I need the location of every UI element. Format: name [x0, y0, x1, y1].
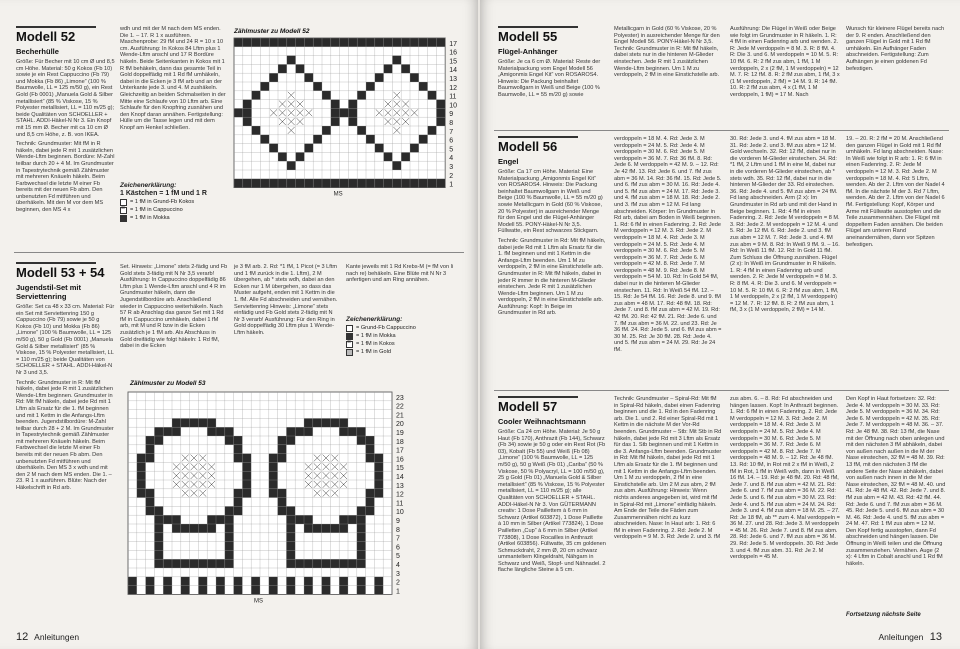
model55-text-3: Ausführung: Die Flügel in Weiß oder Beige wie folgt im Grundmuster in R häkeln. 1. R: 4 fM in einen Fadenring arb und wenden. 2. R: Jede M verdoppeln = 8 M. 3. R: 8 fM. 4. R: Die 3. und 6. M verdoppeln = 10 M. 5. R: 10 fM. 6. R: 2 fM zus abm, 1 fM, 1 M verdoppeln, 2 x (2 fM, 1 M verdoppeln) = 12 M. 7. R: 12 fM. 8. R: 2 fM zus abm, 1 fM, 3 x (1 M verdoppeln, 2 fM) = 14 M. 9. R: 14 fM. 10. R: 2 fM zus abm, 4 x (1 fM, 1 M verdoppeln, 1 fM) = 17 M. Nach [730, 26, 840, 98]
model53-column-3 [234, 264, 340, 376]
row-number-label: 6 [449, 137, 454, 145]
row-number-label: 18 [396, 438, 404, 446]
model53-text-2: Set. Hinweis: „Limone“ stets 2-fädig und Fb Gold stets 3-fädig mit N Nr 3,5 verarb! Ausführung: In Cappuccino doppelfädig 86 Lftm plus 1 Wende-Lftm anschl und 4 R im Grundmuster häkeln, dann die Jugendstilbordüre arb. Anschließend wieder in Cappuccino weiterhäkeln. Nach 57 R ab Anschlag das ganze Set mit 1 Rd fM in Cappuccino umhäkeln, dabei 1 fM arb, mit M und R bzw in die Ecken zusätzlich je 1 fM arb. Als Abschluss in Gold dreifädig wie folgt häkeln: 1 Rd fM, dabei in die Ecken [120, 264, 228, 350]
model53-column-4 [346, 264, 458, 304]
model52-technique: Technik: Grundmuster: Mit fM in R häkeln, dabei jede R mit 1 zusätzlichen Wende-Lftm beginnen. Bordüre: M-Zahl teilbar durch 20 + 4 M. Im Grundmuster in Tapestrytechnik gemäß Zählmuster mit mehreren Knäueln häkeln. Beim Farbwechsel die letzte M einer Fb bereits mit der neuen Fb abm. Den unbenutzten Fd mitführen und überhäkeln. Mit den M vor dem MS beginnen, den MS 4 x [16, 141, 115, 214]
row-number-label: 5 [449, 146, 454, 154]
swatch-filled-icon [120, 215, 127, 222]
right-page [480, 0, 960, 649]
swatch-empty-icon [346, 325, 353, 332]
model52-text-2: wdh und mit der M nach dem MS enden. Die 1. – 17. R 1 x ausführen. Maschenprobe: 29 fM und 24 R = 10 x 10 cm. Ausführung: In Kokos 84 Lftm plus 1 Wende-Lftm anschl und 17 R Bordüre häkeln. Beide Seitenkanten in Kokos mit 1 R fM behäkeln, dann das gesamte Teil in Gold doppelfädig mit 1 Rd fM umhäkeln, dabei in die Ecken je 3 fM arb und an der Unterkante jede 3. und 4. M zushäkeln. Gleichzeitig an beiden Schmalseiten in der Mitte eine Schlaufe von 10 Lftm arb. Eine Schlaufe für den Knopfring zusnähen und den Knopf daran annähen. Fertigstellung: Hülle um die Tasse legen und mit dem Knopf am Henkel schließen. [120, 26, 226, 131]
footer-label: Anleitungen [34, 632, 80, 642]
model55-text-2: Metallicgarn in Gold (60 % Viskose, 20 % Polyester) in ausreichender Menge für den Engel Modell 56. PONY-Häkel-N Nr 3,5. Technik: Grundmuster in R: Mit fM häkeln, dabei stets nur in die hinteren M-Glieder einstechen. Jede R mit 1 zusätzlichen Wende-Lftm beginnen. Um 1 M zu verdoppeln, 2 fM in eine Einstichstelle arb. [614, 26, 720, 79]
swatch-cross-icon [120, 207, 127, 214]
model55-column-3 [730, 26, 840, 126]
model55-column-2 [614, 26, 722, 126]
row-number-label: 16 [449, 49, 457, 57]
row-number-label: 3 [449, 164, 454, 171]
row-number-label: 2 [449, 172, 454, 180]
model55-text: Größe: Je ca 6 cm Ø. Material: Reste der Materialpackung vom Engel Modell 56 „Amigonmis Engel Kit“ von ROSAROS4. Hinweis: Die Packung beinhaltet Baumwollgarn in Weiß und Beige (100 % Baumwolle, LL = 55 m/20 g) sowie [498, 59, 601, 98]
model53-subtitle: Jugendstil-Set mit Serviettenring [16, 283, 82, 301]
row-number-label: 1 [449, 181, 454, 189]
model57-column-2 [614, 396, 722, 618]
legend-scale: 1 Kästchen = 1 fM und 1 R [120, 190, 207, 197]
model56-technique: Technik: Grundmuster in Rd: Mit fM häkeln, dabei jede Rd mit 1 Lftm als Ersatz für die 1. fM beginnen und mit 1 Kettm in die Anfangs-Lftm beenden. Um 1 M zu verdoppeln, 2 fM in eine Einstichstelle arb. Grundmuster in R: Mit fM häkeln, dabei in jeder R immer in die hinteren M-Glieder einstechen. Jede R mit 1 zusätzlichen Wende-Lftm beginnen. Um 1 M zu verdoppeln, 2 fM in eine Einstichstelle arb. Ausführung: Kopf: In Beige im Grundmuster in Rd arb. [498, 237, 606, 317]
model53-text-3: je 3 fM arb. 2. Rd: *1 fM, 1 Picot (= 3 Lftm und 1 fM zurück in die 1. Lftm), 2 M übergehen, ab * stets wdh, dabei an den Ecken nur 1 M übergehen, so dass das Muster aufgeht, enden mit 1 Kettm in die 1. fM. Alle Fd abschneiden und vernähen. Serviettenring Hinweis: „Limone“ stets einfädig und Fb Gold stets 2-fädig mit N Nr 3 verarb! Ausführung: Für den Ring in Gold doppelfädig 30 Lftm plus 1 Wende-Lftm häkeln. [234, 264, 338, 336]
row-number-label: 23 [396, 394, 404, 402]
repeat-label: MS [254, 598, 263, 605]
divider [498, 396, 578, 398]
legend-item: = 1 fM in Gold [346, 348, 458, 356]
row-number-label: 15 [449, 58, 457, 66]
legend-item: = 1 fM in Mokka [346, 332, 458, 340]
row-number-label: 12 [396, 491, 404, 499]
model57-text-2: Technik: Grundmuster – Spiral-Rd: Mit fM in Spiral-Rd häkeln, dabei einen Fadenring beginnen und die 1. Rd in den Fadenring arb. Die 1. und 2. Rd einer Spiral-Rd mit 1 Kettm in die nächste M der Vor-Rd beenden. Grundmuster – Stb: Mit Stb in Rd häkeln, dabei jede Rd mit 3 Lftm als Ersatz für das 1. Stb beginnen und mit 1 Kettm in die 3. Anfangs-Lftm beenden. Grundmuster in Rd: Mit fM häkeln, dabei jede Rd mit 1 Lftm als Ersatz für die 1. fM beginnen und mit 1 Kettm in die Anfangs-Lftm beenden. Um 1 M zu verdoppeln, 2 fM in eine Einstichstelle arb. Um 2 M zus abm, 2 fM zus abm. Ausführung: Hinweis: Wenn nichts anderes angegeben ist, wird mit fM in Spiral-Rd mit „Limone“ einfädig häkeln. Am Ende der Teile die Fäden zum Zusammennähen nicht zu kurz abschneiden. Nase: In Haut arb: 1. Rd: 6 fM in einen Fadenring. 2. Rd: Jede 2. M verdoppeln = 9 M. 3. Rd: Jede 2. und 3. fM [614, 396, 722, 541]
model57-text: Größe: Ca 24 cm Höhe. Material: Je 50 g Haut (Fb 170), Anthrazit (Fb 144), Schwarz (Fb 34) sowie je 50 g oder ein Rest Rot (Fb 03), Kobalt (Fb 55) und Weiß (Fb 08) „Limone“ (100 % Baumwolle, LL = 125 m/50 g), 50 g Weiß (Fb 01) „Cariba“ (50 % Viskose, 50 % Polyacryl, LL = 100 m/50 g), 25 g Gold (Fb 01) „Manuela Gold & Silber metallisiert“ (85 % Viskose, 15 % Polyester metallisiert, LL = 110 m/25 g); alle Qualitäten von SCHOELLER + STAHL. ADDI-Häkel-N Nr 3. Von GÜTERMANN creativ: 1 Dose Paillettem à 6 mm in Schwarz (Artikel 603872), 1 Dose Paillette à 10 mm in Silber (Artikel 773824), 1 Dose Pailletten „Cup“ à 6 mm in Silber (Artikel 773808), 1 Dose Rocailles in Anthrazit (Artikel 603856). Füllwatte, 35 cm goldenen Schmuckdraht, 2 mm Ø, 20 cm schwarz ummanteltem Klingeldraht, Nähgarn in Schwarz und Weiß, Stopf- und Nähnadel. 2 flache längliche Steine à 5 cm. [498, 429, 606, 574]
row-number-label: 7 [396, 535, 400, 543]
model53-text-4: Kante jeweils mit 1 Rd Krebs-M (= fM von li nach re) behäkeln. Eine Blüte mit N Nr 3 anfertigen und am Ring annähen. [346, 264, 454, 284]
model56-column [498, 136, 606, 386]
chart53-title: Zählmuster zu Modell 53 [130, 380, 206, 387]
row-number-label: 5 [396, 553, 400, 561]
row-number-label: 8 [449, 120, 454, 127]
row-number-label: 7 [449, 128, 454, 136]
row-number-label: 13 [396, 482, 404, 490]
divider [498, 26, 578, 28]
row-number-label: 14 [396, 474, 404, 481]
row-number-label: 3 [396, 570, 400, 578]
row-number-label: 20 [396, 421, 404, 429]
row-number-label: 11 [449, 93, 457, 101]
legend-item: × = 1 fM in Kokos [346, 340, 458, 348]
row-number-label: 12 [449, 84, 457, 92]
row-number-label: 6 [396, 544, 400, 552]
row-number-label: 1 [396, 588, 400, 596]
model56-column-4 [846, 136, 946, 386]
model52-title: Modell 52 [16, 29, 76, 44]
row-number-label: 11 [396, 500, 404, 508]
model53-title: Modell 53 + 54 [16, 265, 105, 280]
row-number-label: 9 [396, 518, 400, 525]
chart52-title: Zählmuster zu Modell 52 [234, 28, 310, 35]
row-number-label: 2 [396, 579, 400, 587]
model55-column [498, 26, 606, 126]
model55-title: Modell 55 [498, 29, 558, 44]
row-number-label: 17 [449, 40, 457, 48]
model55-column-4 [846, 26, 946, 86]
legend-title: Zeichenerklärung: [120, 182, 177, 189]
row-number-label: 4 [449, 155, 454, 163]
model56-column-3 [730, 136, 840, 386]
model56-subtitle: Engel [498, 157, 519, 166]
row-number-label: 19 [396, 430, 404, 437]
model52-subtitle: Becherhülle [16, 47, 59, 56]
left-page [0, 0, 478, 649]
model56-title: Modell 56 [498, 139, 558, 154]
divider [16, 26, 96, 28]
model53-technique: Technik: Grundmuster in R: Mit fM häkeln, dabei jede R mit 1 zusätzlichen Wende-Lftm beginnen. Grundmuster in Rd: Mit fM häkeln, dabei jede Rd mit 1 Lftm als Ersatz für die 1. fM beginnen und mit 1 Kettm in die Anfangs-Lftm beenden. Jugendstilbordüre: M-Zahl teilbar durch 28 + 2 M. Im Grundmuster in Tapestrytechnik gemäß Zählmuster mit mehreren Knäueln häkeln. Beim Farbwechsel die letzte M einer Fb bereits mit der neuen Fb abm. Den unbenutzten Fd mitführen und überhäkeln. Den MS 3 x wdh und mit den 2 M nach dem MS enden. Die 1. – 23. R 1 x ausführen. Blüte: Nach der Häkelschrift in Rd arb. [16, 379, 114, 492]
legend-item: = Grund-Fb Cappuccino [346, 324, 458, 332]
chart53-grid [128, 392, 404, 605]
page-number: 13 [929, 631, 942, 643]
model56-column-2 [614, 136, 722, 386]
model56-text-3: 30. Rd: Jede 3. und 4. fM zus abm = 18 M. 31. Rd: Jede 2. und 3. fM zus abm = 12 M. Gold wechseln. 32. Rd: 12 fM, dabei nur in die vorderen M-Glieder einstechen. 34. Rd: *1 fM, 2 Lftm und 1 fM in eine M, dabei nur in die vorderen M-Glieder einstechen, ab * stets wdh. 35. Rd: 12 fM, dabei nur in die hinteren M-Glieder der 33. Rd einstechen. 36. Rd: Jede 4. und 5. fM zus abm = 24 fM. Fd lang abschneiden. Arm (2 x): Im Grundmuster in Rd arb und mit der Hand in Beige beginnen. 1. Rd: 4 fM in einen Fadenring. 2. Rd: Jede M verdoppeln = 8 M. 3. Rd: Jede 2. M verdoppeln = 12 M. 4. und 5. Rd: Je 12 fM. 6. Rd: Jede 2. und 3. fM zus abm = 12 M. 7. Rd: Jede 3. und 4. fM zus abm = 9 M. 8. Rd: In Weiß 9 fM. 9. – 16. Rd: In Weiß 11 fM. 12. Rd: In Gold 11 fM. Zum Schluss die Öffnung zusnähen. Flügel (2 x): In Weiß im Grundmuster in R häkeln. 1. R: 4 fM in einen Fadenring arb und wenden. 2. R: Jede M verdoppeln = 8 M. 3. R: 8 fM. 4. R: Die 3. und 6. M verdoppeln = 10 M. 5. R: 10 fM. 6. R: 2 fM zus abm, 1 fM, 1 M verdoppeln, 2 x (2 fM, 1 M verdoppeln) = 12 M. 7. R: 12 fM. 8. R: 2 fM zus abm, 1 fM, 3 x (1 M verdoppeln, 2 fM) = 14 M. [730, 136, 840, 314]
row-number-label: 13 [449, 76, 457, 83]
model56-text-2: verdoppeln = 18 M. 4. Rd: Jede 3. M verdoppeln = 24 M. 5. Rd: Jede 4. M verdoppeln = 30 M. 6. Rd: Jede 5. M verdoppeln = 36 M. 7. Rd: 36 fM. 8. Rd: Jede 6. M verdoppeln = 42 M. 9. – 12. Rd: Je 42 fM. 13. Rd: Jede 6. und 7. fM zus abm = 36 M. 14. Rd: 36 fM. 15. Rd: Jede 5. und 6. fM zus abm = 30 M. 16. Rd: Jede 4. und 5. fM zus abm = 24 M. 17. Rd: Jede 3. und 4. fM zus abm = 18 M. 18. Rd: Jede 2. und 3. fM zus abm = 12 M. Fd lang abschneiden. Körper: Im Grundmuster in Rd arb, dabei am Boden in Weiß beginnen. 1. Rd: 6 fM in einen Fadenring. 2. Rd: Jede M verdoppeln = 12 M. 3. Rd: Jede 2. M verdoppeln = 18 M. 4. Rd: Jede 3. M verdoppeln = 24 M. 5. Rd: Jede 4. M verdoppeln = 30 M. 6. Rd: Jede 5. M verdoppeln = 36 M. 7. Rd: Jede 6. M verdoppeln = 42 M. 8. Rd: Jede 7. M verdoppeln = 48 M. 9. Rd: Jede 8. M verdoppeln = 54 M. 10. Rd: In Gold 54 fM, dabei nur in die hinteren M-Glieder einstechen. 11. Rd: In Weiß 54 fM. 12. – 15. Rd: Je 54 fM. 16. Rd: Jede 8. und 9. fM zus abm = 48 M. 17. Rd: 48 fM. 18. Rd: Jede 7. und 8. fM zus abm = 42 M. 19. Rd: 42 fM. 20. Rd: 42 fM. 21. Rd: Jede 6. und 7. fM zus abm = 36 M. 22. und 23. Rd: Je 36 fM. 24. Rd: Jede 5. und 6. fM zus abm = 30 M. 25. Rd: Je 30 fM. 28. Rd: Jede 4. und 5. fM zus abm = 24 M. 29. Rd: Je 24 fM. [614, 136, 722, 353]
model53-column-2 [120, 264, 228, 376]
divider [16, 262, 96, 264]
model57-text-3: zus abm. 6. – 8. Rd: Fd abschneiden und hängen lassen. Kopf: In Anthrazit beginnen. 1. Rd: 6 fM in einen Fadenring. 2. Rd: Jede M verdoppeln = 12 M. 3. Rd: Jede 2. M verdoppeln = 18 M. 4. Rd: Jede 3. M verdoppeln = 24 M. 5. Rd: Jede 4. M verdoppeln = 30 M. 6. Rd: Jede 5. M verdoppeln = 36 M. 7. Rd: Jede 6. M verdoppeln = 42 M. 8. Rd: Jede 7. M verdoppeln = 48 M. 9. – 12. Rd: Je 48 fM. 13. Rd: 10 fM, in Rot mit 2 x fM in Weiß, 2 fM in Rot, 1 fM in Weiß wdh, dann in Weiß 16 fM. 14. – 19. Rd: je 48 fM. 20. Rd: 48 fM, Jede 7. und 8. fM zus abm = 42 M. 21. Rd: Jede 6. und 7. fM zus abm = 36 M. 22. Rd: Jede 5. und 6. fM zus abm = 30 M. 23. Rd: Jede 4. und 5. fM zus abm = 24 M. 24. Rd: Jede 3. und 4. fM zus abm = 18 M. 25. – 27. Rd: Je 18 fM, ab ** zum 4. Mal verdoppeln = 36 M. 27. und 28. Rd: Jede 3. M verdoppeln = 45 M. 26. Rd: Jede 7. und 8. fM zus abm. 28. Rd: Jede 6. und 7. fM zus abm = 36 M. 29. Rd: Jede 5. M verdoppeln. 30. Rd: Jede 3. und 4. fM zus abm. 31. Rd: Je 2. M verdoppeln = 45 M. [730, 396, 840, 561]
right-footer [878, 631, 946, 643]
model56-text-4: 19. – 20. R: 2 fM = 20 M. Anschließend den ganzen Flügel in Gold mit 1 Rd fM umhäkeln. Fd lang abschneiden. Nase: In Weiß wie folgt in R arb: 1. R: 6 fM in einen Fadenring. 2. R: Jede M verdoppeln = 12 M. 3. Rd: Jede 2. M verdoppeln = 18 M. 4. Rd: 5 Lftm, wenden. Ab der 2. Lftm von der Nadel 4 fM. In die nächste M der 3. Rd 7 Lftm, wenden. Ab der 2. Lftm von der Nadel 6 fM. Fertigstellung: Kopf, Körper und Arme mit Füllwatte ausstopfen und die Teile zusammennähen. Die Flügel mit doppeltem Faden annähen. Die beiden Flügel am unteren Rand aneinandernähen, dann vor Spitzen befestigen. [846, 136, 945, 248]
row-number-label: 21 [396, 412, 404, 420]
model57-title: Modell 57 [498, 399, 558, 414]
page-number: 12 [16, 631, 29, 643]
section-divider [494, 390, 949, 391]
row-number-label: 8 [396, 526, 400, 534]
model53-column [16, 262, 116, 607]
model55-subtitle: Flügel-Anhänger [498, 47, 558, 56]
legend-title: Zeichenerklärung: [346, 316, 403, 323]
model55-text-4: Wunsch für kleinere Flügel bereits nach der 9. R enden. Anschließend den ganzen Flügel in Gold mit 1 Rd fM umhäkeln. Ein Aufhänger Faden abschneiden. Fertigstellung: Zum Aufhängen je einen goldenen Fd befestigen. [846, 26, 945, 72]
row-number-label: 9 [449, 111, 454, 119]
repeat-label: MS [333, 191, 343, 198]
row-number-label: 14 [449, 67, 457, 75]
legend-item: = 1 fM in Grund-Fb Kokos [120, 198, 230, 206]
row-number-label: 22 [396, 403, 404, 411]
row-number-label: 17 [396, 447, 404, 455]
divider [498, 136, 578, 138]
model52-legend [120, 182, 230, 222]
swatch-cross-icon [346, 341, 353, 348]
legend-item: × = 1 fM in Cappuccino [120, 206, 230, 214]
row-number-label: 4 [396, 562, 400, 569]
model53-legend [346, 316, 458, 356]
model53-text: Größe: Set ca 48 x 33 cm. Material: Für ein Set mit Serviettenring 150 g Cappuccino (Fb 79) sowie je 50 g Kokos (Fb 10) und Mokka (Fb 86) „Limone“ (100 % Baumwolle, LL = 125 m/50 g), 50 g Gold (Fb 0001) „Manuela Gold & Silber metallisiert“ (85 % Viskose, 15 % Polyester metallisiert, LL = 110 m/25 g); beide Qualitäten von SCHOELLER + STAHL. ADDI-Häkel-N Nr 3 und 3,5. [16, 304, 115, 376]
model57-text-4: Den Kopf in Haut fortsetzen: 32. Rd: Jede 4. M verdoppeln = 30 M. 33. Rd: Jede 5. M verdoppeln = 36 M. 34. Rd: Jede 6. M verdoppeln = 42 M. 35. Rd: Jede 7. M verdoppeln = 48 M. 36. – 37. Rd: Je 48 fM. 38. Rd: 13 fM, die Nase mit der Öffnung nach oben anlegen und mit den nächsten 3 fM abhäkeln, dabei von außen nach außen in die M der Nase einstechen, 32 fM = 48 M. 39. Rd: 13 fM, mit den nächsten 3 fM die andere Seite der Nase abhäkeln, dabei von außen nach innen in die M der Nase einstechen, 32 fM = 48 M. 40. und 41. Rd: Je 48 fM. 42. Rd: Jede 7. und 8. fM zus abm = 42 M. 43. Rd: 42 fM. 44. Rd: Jede 6. und 7. fM zus abm = 36 M. 45. Rd: Jede 5. und 6. fM zus abm = 30 M. 46. Rd: Jede 4. und 5. fM zus abm = 24 M. 47. Rd: 1 fM zus abm = 12 M. Den Kopf fertig ausstopfen, dann Fd abschneiden und hängen lassen. Die Öffnung in Weiß teilen und die Öffnung zusammenziehen. Vernähen. Auge (2 x): 4 Lftm in Cobalt anschl und 1 Rd fM häkeln. [846, 396, 946, 567]
continued-note: Fortsetzung nächste Seite [846, 612, 921, 618]
section-divider [14, 252, 464, 253]
model57-column-3 [730, 396, 840, 618]
row-number-label: 16 [396, 456, 404, 464]
chart52-grid [234, 38, 458, 198]
model57-column [498, 396, 606, 618]
footer-label: Anleitungen [878, 632, 924, 642]
model57-column-4 [846, 396, 946, 608]
row-number-label: 10 [396, 509, 404, 517]
left-footer [16, 631, 79, 643]
row-number-label: 10 [449, 102, 457, 110]
row-number-label: 15 [396, 465, 404, 473]
model52-column [16, 26, 116, 217]
swatch-gold-icon [346, 349, 353, 356]
model52-text: Größe: Für Becher mit 10 cm Ø und 8,5 cm Höhe. Material: 50 g Kokos (Fb 10) sowie je ein Rest Cappuccino (Fb 79) und Mokka (Fb 86) „Limone“ (100 % Baumwolle, LL = 125 m/50 g), ein Rest Gold (Fb 0001) „Manuela Gold & Silber metallisiert“ (85 % Viskose, 15 % Polyester metallisiert, LL = 110 m/25 g); beide Qualitäten von SCHOELLER + STAHL. ADDI-Häkel-N Nr 3. Ein Knopf mit 15 mm Ø. Becher mit ca 10 cm Ø und 8,5 cm Höhe, z. B. von IKEA. [16, 59, 115, 138]
model57-subtitle: Cooler Weihnachtsmann [498, 417, 586, 426]
model56-text: Größe: Ca 17 cm Höhe. Material: Eine Materialpackung „Amigonmis Engel Kit“ von ROSAROS4. Hinweis: Die Packung beinhaltet Baumwollgarn in Weiß und Beige (100 % Baumwolle, LL = 55 m/20 g) sowie Metallicgarn in Gold (60 % Viskose, 20 % Polyester) in ausreichender Menge für den Engel und die Flügel-Anhänger Modell 55. PONY-Häkel-N Nr 3,5. Füllwatte, ein Rest schwarzes Stickgarn. [498, 169, 603, 235]
section-divider [494, 130, 949, 131]
legend-item: = 1 fM in Mokka [120, 214, 230, 222]
